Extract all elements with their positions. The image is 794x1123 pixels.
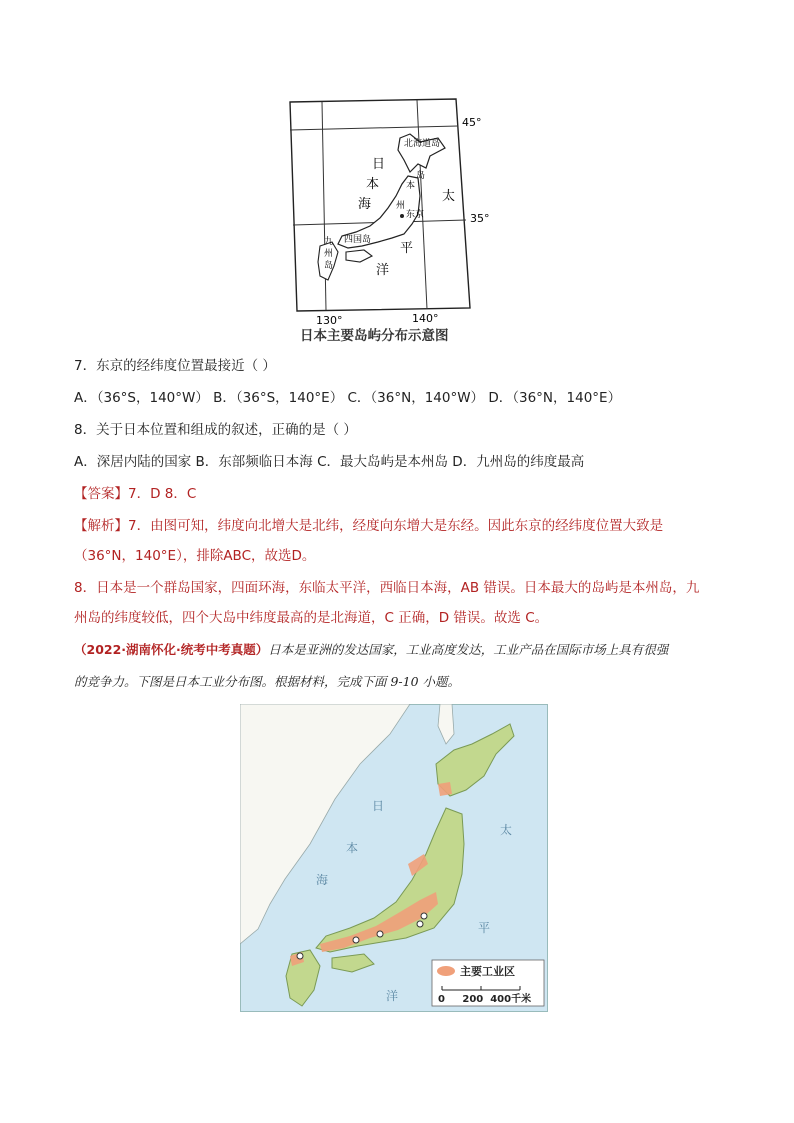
map1-caption: 日本主要岛屿分布示意图	[300, 328, 449, 344]
honshu-label-zhou: 州	[396, 201, 406, 211]
analysis-tag: 【解析】	[74, 518, 128, 534]
intro-line-2: 的竞争力。下图是日本工业分布图。根据材料，完成下面 9-10 小题。	[74, 674, 461, 689]
kyushu-label-zhou: 州	[324, 249, 334, 259]
intro-line-1	[74, 640, 668, 660]
intro-text-1: 日本是亚洲的发达国家，工业高度发达，工业产品在国际市场上具有很强	[268, 642, 669, 657]
honshu-label-dao: 岛	[416, 171, 426, 181]
japan-islands-map	[280, 96, 498, 346]
scale-label: 0 200 400千米	[438, 994, 532, 1005]
map2-ocean-char-tai: 太	[500, 823, 513, 837]
ocean-char-yang: 洋	[376, 263, 390, 278]
analysis-line-2: （36°N，140°E），排除ABC，故选D。	[74, 548, 316, 564]
map2-sea-char-ben: 本	[346, 841, 359, 855]
ocean-char-ping: 平	[400, 241, 414, 256]
kyushu-label-jiu: 九	[324, 237, 334, 247]
analysis-line-3: 8．日本是一个群岛国家，四面环海，东临太平洋，西临日本海，AB 错误。日本最大的岛屿是本州岛，九	[74, 580, 700, 596]
tokyo-label: 东京	[406, 210, 425, 220]
analysis-text-1: 7．由图可知，纬度向北增大是北纬，经度向东增大是东经。因此东京的经纬度位置大致是	[128, 518, 664, 534]
analysis-line-1	[74, 516, 663, 536]
q8-options: A．深居内陆的国家 B．东部频临日本海 C．最大岛屿是本州岛 D．九州岛的纬度最高	[74, 454, 585, 470]
q8-stem: 8．关于日本位置和组成的叙述，正确的是（ ）	[74, 422, 357, 438]
sea-char-ri: 日	[372, 157, 386, 172]
q7-stem: 7．东京的经纬度位置最接近（ ）	[74, 358, 276, 374]
legend-swatch	[437, 966, 455, 976]
map2-sea-char-hai: 海	[316, 873, 329, 887]
map2-ocean-char-yang: 洋	[386, 989, 399, 1003]
industrial-zone-hokkaido	[438, 782, 452, 796]
lon-label-140: 140°	[412, 312, 439, 325]
hokkaido-label: 北海道岛	[404, 139, 441, 149]
legend-label: 主要工业区	[460, 965, 515, 978]
lat-label-45: 45°	[462, 116, 482, 129]
sea-char-ben: 本	[366, 177, 380, 192]
japan-industry-map	[240, 704, 548, 1012]
answer-line	[74, 484, 196, 504]
sea-char-hai: 海	[358, 197, 372, 212]
source-tag: （2022·湖南怀化·统考中考真题）	[74, 642, 269, 657]
lon-label-130: 130°	[316, 314, 343, 327]
map2-sea-char-ri: 日	[372, 799, 385, 813]
honshu-label-ben: 本	[406, 181, 416, 191]
answer-text: 7．D 8．C	[128, 486, 197, 502]
shikoku-label: 四国岛	[344, 235, 372, 245]
answer-tag: 【答案】	[74, 486, 128, 502]
lat-label-35: 35°	[470, 212, 490, 225]
map2-ocean-char-ping: 平	[478, 921, 491, 935]
q7-options: A．（36°S，140°W） B．（36°S，140°E） C．（36°N，140°W） D．（36°N，140°E）	[74, 390, 622, 406]
map2-legend	[432, 960, 544, 1006]
analysis-line-4: 州岛的纬度较低，四个大岛中纬度最高的是北海道，C 正确，D 错误。故选 C。	[74, 610, 549, 626]
ocean-char-tai: 太	[442, 189, 456, 204]
kyushu-label-dao: 岛	[324, 261, 334, 271]
